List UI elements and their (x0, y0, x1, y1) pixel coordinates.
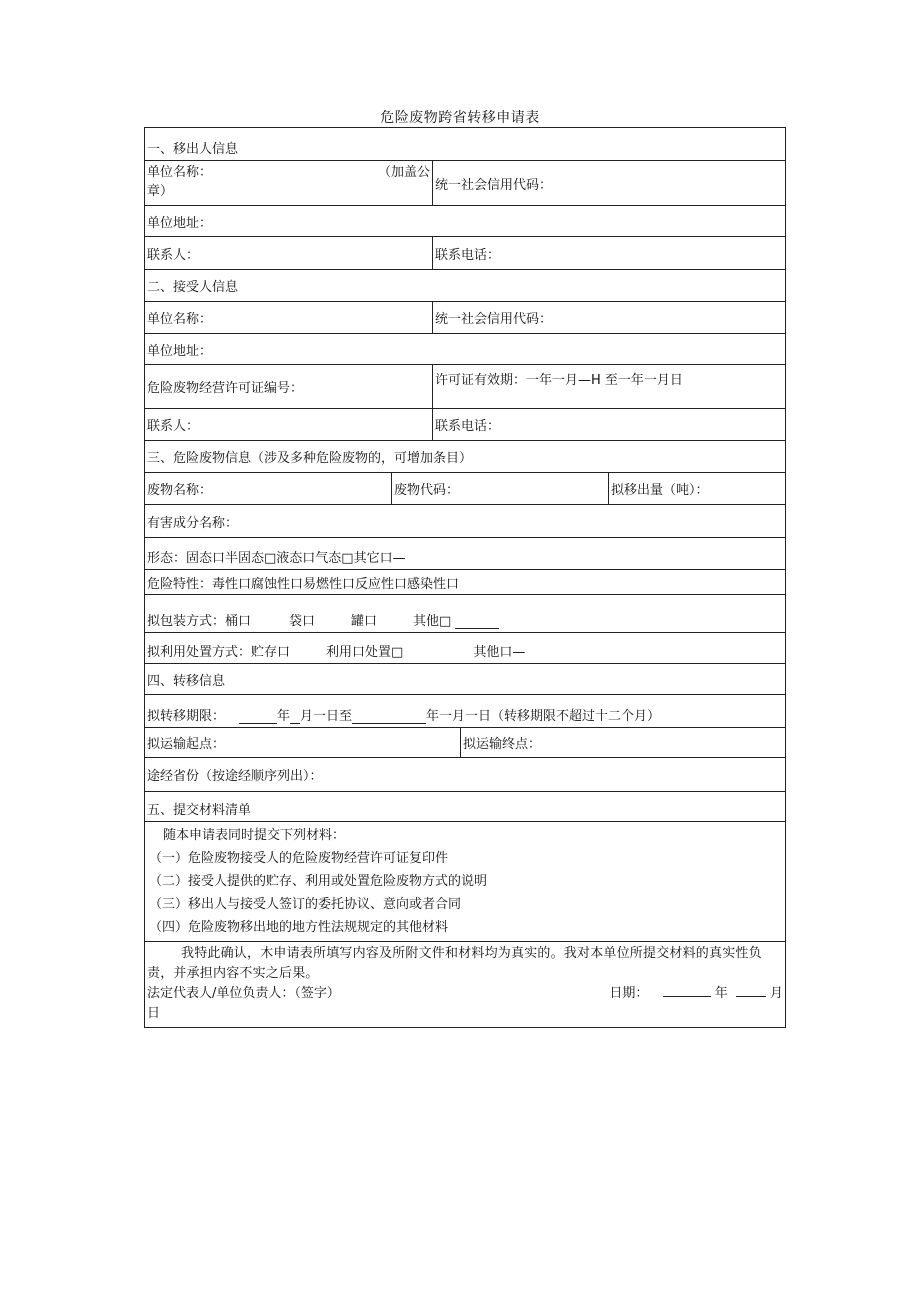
s2-address-cell[interactable] (145, 334, 785, 364)
s3-waste-name-cell[interactable] (145, 473, 391, 504)
s3-form-options[interactable]: 形态：固态口半固态□液态口气态□其它口— (147, 551, 406, 566)
s1-address-label: 单位地址： (147, 215, 213, 231)
section-5-header-row (145, 791, 785, 821)
period-start-year-blank[interactable] (239, 711, 277, 724)
section-1-header-row (145, 128, 785, 160)
s4-destination-cell[interactable] (460, 728, 785, 757)
s2-contact-row (145, 408, 785, 440)
s1-unit-name-label: 单位名称： (147, 165, 213, 180)
seal-note-1: （加盖公 (377, 165, 430, 180)
s3-packaging-cell[interactable] (145, 595, 785, 632)
disposal-label[interactable]: 拟利用处置方式：贮存口 (147, 645, 291, 660)
s2-phone-label: 联系电话： (435, 419, 501, 434)
s3-disposal-row (145, 632, 785, 663)
s3-form-cell[interactable] (145, 538, 785, 569)
section-2-header-row (145, 269, 785, 301)
s2-phone-cell[interactable] (432, 409, 785, 440)
disposal-use-option[interactable]: 利用口处置□ (326, 645, 404, 660)
period-end-year-blank[interactable] (352, 711, 426, 724)
s3-hazard-cell[interactable] (145, 570, 785, 594)
date-year: 年 (714, 986, 728, 1001)
section-3-header: 三、危险废物信息（涉及多种危险废物的，可增加条目） (147, 451, 473, 466)
s2-license-validity-cell[interactable] (432, 365, 785, 408)
s2-credit-code-label: 统一社会信用代码： (435, 312, 553, 327)
s1-credit-code-cell[interactable] (432, 161, 785, 205)
s3-waste-code-label: 废物代码： (394, 483, 460, 498)
date-day: 日 (147, 1006, 161, 1021)
provinces-label: 途经省份（按途经顺序列出）： (147, 769, 323, 784)
materials-list (145, 822, 785, 941)
s2-unit-name-label: 单位名称： (147, 312, 213, 327)
s3-packaging-row (145, 594, 785, 632)
s3-waste-row (145, 472, 785, 504)
s3-quantity-cell[interactable] (608, 473, 785, 504)
period-start-month-blank[interactable] (290, 711, 300, 724)
origin-label: 拟运输起点： (147, 737, 226, 752)
s4-route-row (145, 727, 785, 757)
date-year-blank[interactable] (663, 984, 711, 997)
seal-note-2: 章） (147, 184, 174, 199)
materials-item-2: （二）接受人提供的贮存、利用或处置危险废物方式的说明 (149, 874, 488, 889)
s4-period-row (145, 694, 785, 727)
confirmation-cell (145, 942, 785, 1027)
packaging-other-option[interactable]: 其他□ (413, 614, 452, 629)
s1-contact-cell[interactable] (145, 237, 432, 269)
materials-intro: 随本申请表同时提交下列材料： (163, 828, 346, 843)
s1-unit-row (145, 160, 785, 205)
s2-contact-label: 联系人： (147, 419, 200, 434)
s1-phone-label: 联系电话： (435, 247, 501, 263)
period-mid: 月一日至 (300, 709, 353, 724)
date-month: 月 (769, 986, 783, 1001)
section-3-header-row (145, 440, 785, 472)
s2-contact-cell[interactable] (145, 409, 432, 440)
s2-license-no-label: 危险废物经营许可证编号： (147, 381, 304, 396)
s1-credit-code-label: 统一社会信用代码： (435, 177, 553, 193)
section-1-header: 一、移出人信息 (147, 142, 239, 157)
s3-harmful-label: 有害成分名称： (147, 515, 239, 531)
date-label: 日期： (609, 986, 649, 1001)
s4-provinces-row (145, 757, 785, 791)
application-form (144, 127, 786, 1028)
section-4-header-row (145, 663, 785, 694)
s2-license-validity-label: 许可证有效期：一年一月—H 至一年一月日 (435, 373, 683, 388)
section-5-header: 五、提交材料清单 (147, 803, 252, 818)
s3-hazard-row (145, 569, 785, 594)
s4-period-cell[interactable] (145, 695, 785, 727)
packaging-tank-option[interactable]: 罐口 (351, 614, 378, 629)
packaging-other-blank[interactable] (455, 616, 499, 629)
section-2-header: 二、接受人信息 (147, 280, 239, 295)
s1-contact-row (145, 236, 785, 269)
materials-item-3: （三）移出人与接受人签订的委托协议、意向或者合同 (149, 897, 462, 912)
s4-origin-cell[interactable] (145, 728, 460, 757)
s2-unit-row (145, 301, 785, 333)
s3-waste-name-label: 废物名称： (147, 483, 213, 498)
s4-provinces-cell[interactable] (145, 758, 785, 791)
s3-harmful-cell[interactable] (145, 505, 785, 537)
period-label: 拟转移期限： (147, 709, 226, 724)
date-field[interactable] (609, 984, 783, 1004)
s1-address-row (145, 205, 785, 236)
signature-line (147, 984, 783, 1004)
signer-label[interactable]: 法定代表人/单位负责人：（签字） (147, 986, 340, 1001)
s3-hazard-options[interactable]: 危险特性：毒性口腐蚀性口易燃性口反应性口感染性口 (147, 576, 460, 592)
date-month-blank[interactable] (736, 984, 766, 997)
destination-label: 拟运输终点： (463, 737, 542, 752)
s3-form-row (145, 537, 785, 569)
s2-credit-code-cell[interactable] (432, 302, 785, 333)
confirmation-row (145, 941, 785, 1027)
s1-unit-name-cell[interactable] (145, 161, 432, 205)
s3-harmful-row (145, 504, 785, 537)
s5-materials-row (145, 821, 785, 941)
s2-license-row (145, 364, 785, 408)
period-year: 年 (277, 709, 291, 724)
packaging-label[interactable]: 拟包装方式：桶口 (147, 614, 252, 629)
s2-license-no-cell[interactable] (145, 365, 432, 408)
s2-address-row (145, 333, 785, 364)
form-title: 危险废物跨省转移申请表 (380, 110, 540, 126)
section-4-header: 四、转移信息 (147, 673, 226, 689)
disposal-other-option[interactable]: 其他口— (473, 645, 526, 660)
s3-disposal-cell[interactable] (145, 633, 785, 663)
materials-item-4: （四）危险废物移出地的地方性法规规定的其他材料 (149, 920, 449, 935)
s1-address-cell[interactable] (145, 206, 785, 236)
s2-address-label: 单位地址： (147, 343, 213, 359)
s1-contact-label: 联系人： (147, 247, 200, 263)
confirmation-text: 我特此确认，木申请表所填写内容及所附文件和材料均为真实的。我对本单位所提交材料的真实性负责，并承担内容不实之后果。 (147, 946, 762, 981)
packaging-bag-option[interactable]: 袋口 (289, 614, 316, 629)
s3-quantity-label: 拟移出量（吨）： (611, 483, 709, 498)
materials-item-1: （一）危险废物接受人的危险废物经营许可证复印件 (149, 851, 449, 866)
period-end: 年一月一日（转移期限不超过十二个月） (426, 709, 661, 724)
s2-unit-name-cell[interactable] (145, 302, 432, 333)
s3-waste-code-cell[interactable] (391, 473, 608, 504)
s1-phone-cell[interactable] (432, 237, 785, 269)
